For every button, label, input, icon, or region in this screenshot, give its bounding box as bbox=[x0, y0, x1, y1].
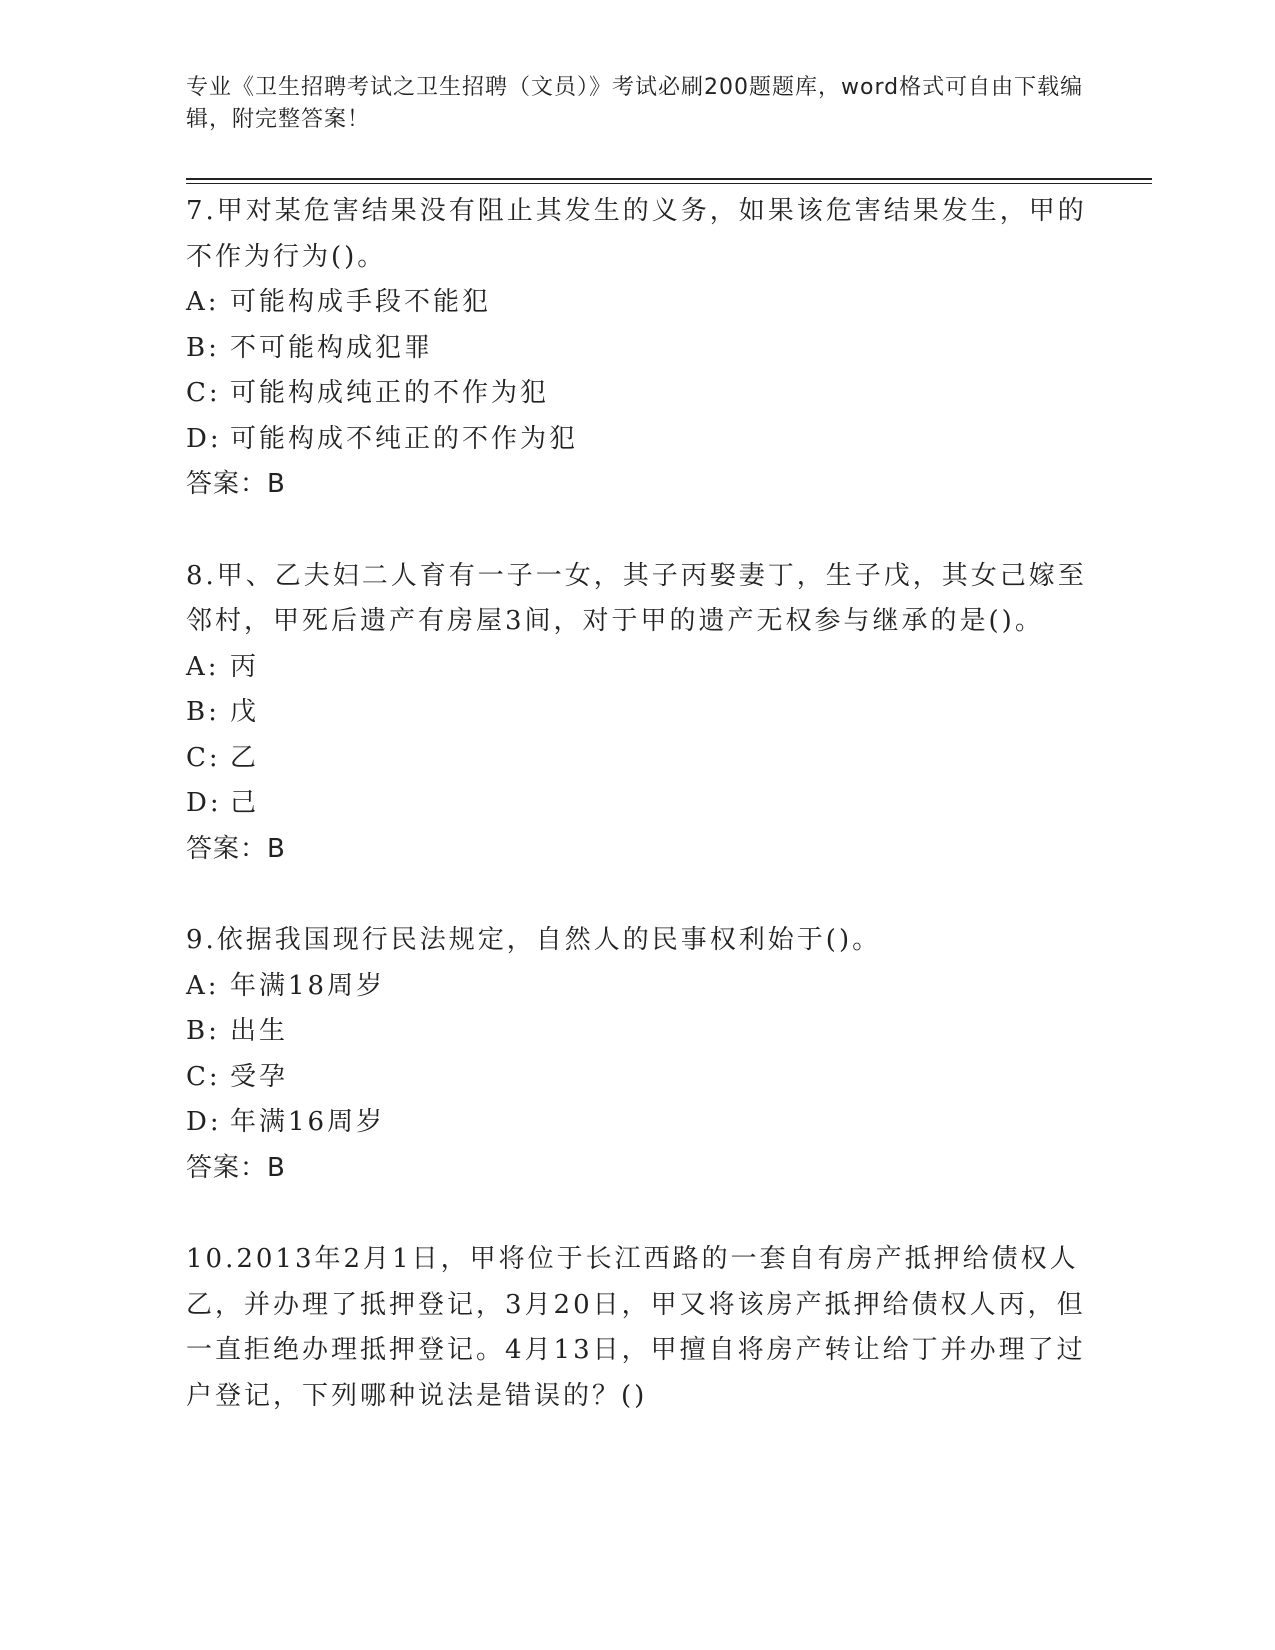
option-text: 出生 bbox=[230, 1016, 289, 1046]
option-b bbox=[186, 326, 1106, 372]
option-text: 丙 bbox=[230, 651, 260, 682]
option-text: 可能构成不纯正的不作为犯 bbox=[230, 423, 579, 454]
option-d bbox=[186, 1100, 1106, 1146]
option-text: 己 bbox=[230, 788, 260, 818]
option-text: 戊 bbox=[230, 697, 260, 727]
question-10 bbox=[186, 1237, 1106, 1419]
option-text: 年满16周岁 bbox=[230, 1107, 386, 1137]
answer-line: 答案：B bbox=[186, 833, 286, 864]
option-c bbox=[186, 371, 1106, 417]
answer-line: 答案：B bbox=[186, 469, 286, 499]
option-c bbox=[186, 1055, 1106, 1101]
header-divider bbox=[186, 178, 1152, 180]
option-key: D: bbox=[186, 423, 222, 454]
question-8 bbox=[186, 554, 1106, 873]
option-text: 可能构成手段不能犯 bbox=[230, 287, 492, 317]
option-a bbox=[186, 645, 1106, 691]
question-stem: 8.甲、乙夫妇二人育有一子一女，其子丙娶妻丁，生子戊，其女己嫁至邻村，甲死后遗产有房屋3间，对于甲的遗产无权参与继承的是()。 bbox=[186, 560, 1087, 636]
option-a bbox=[186, 280, 1106, 326]
question-9 bbox=[186, 918, 1106, 1191]
option-a bbox=[186, 964, 1106, 1010]
answer-line: 答案：B bbox=[186, 1152, 286, 1183]
option-key: D: bbox=[186, 1107, 222, 1137]
question-list bbox=[186, 189, 1106, 1465]
option-c bbox=[186, 736, 1106, 782]
option-text: 可能构成纯正的不作为犯 bbox=[230, 378, 550, 408]
option-b bbox=[186, 1009, 1106, 1055]
option-key: A: bbox=[186, 287, 220, 317]
option-key: A: bbox=[186, 970, 220, 1001]
question-7 bbox=[186, 189, 1106, 508]
question-stem: 7.甲对某危害结果没有阻止其发生的义务，如果该危害结果发生，甲的不作为行为()。 bbox=[186, 196, 1087, 272]
option-d bbox=[186, 417, 1106, 463]
question-stem: 10.2013年2月1日，甲将位于长江西路的一套自有房产抵押给债权人乙，并办理了抵押登记，3月20日，甲又将该房产抵押给债权人丙，但一直拒绝办理抵押登记。4月13日，甲擅自将房产转让给丁并办理了过户登记，下列哪种说法是错误的？() bbox=[186, 1244, 1086, 1411]
option-key: C: bbox=[186, 1061, 221, 1092]
option-b bbox=[186, 690, 1106, 736]
option-text: 受孕 bbox=[230, 1061, 289, 1092]
option-key: C: bbox=[186, 742, 221, 773]
option-text: 不可能构成犯罪 bbox=[230, 332, 434, 363]
question-stem: 9.依据我国现行民法规定，自然人的民事权利始于()。 bbox=[186, 925, 882, 955]
option-d bbox=[186, 781, 1106, 827]
option-text: 年满18周岁 bbox=[230, 970, 386, 1001]
option-key: B: bbox=[186, 697, 220, 727]
option-key: B: bbox=[186, 1016, 220, 1046]
option-text: 乙 bbox=[230, 742, 260, 773]
option-key: C: bbox=[186, 378, 221, 408]
option-key: B: bbox=[186, 332, 220, 363]
header-divider-thin bbox=[186, 183, 1152, 184]
document-header: 专业《卫生招聘考试之卫生招聘（文员）》考试必刷200题题库，word格式可自由下载编辑，附完整答案！ bbox=[186, 75, 1084, 132]
option-key: D: bbox=[186, 788, 222, 818]
option-key: A: bbox=[186, 651, 220, 682]
